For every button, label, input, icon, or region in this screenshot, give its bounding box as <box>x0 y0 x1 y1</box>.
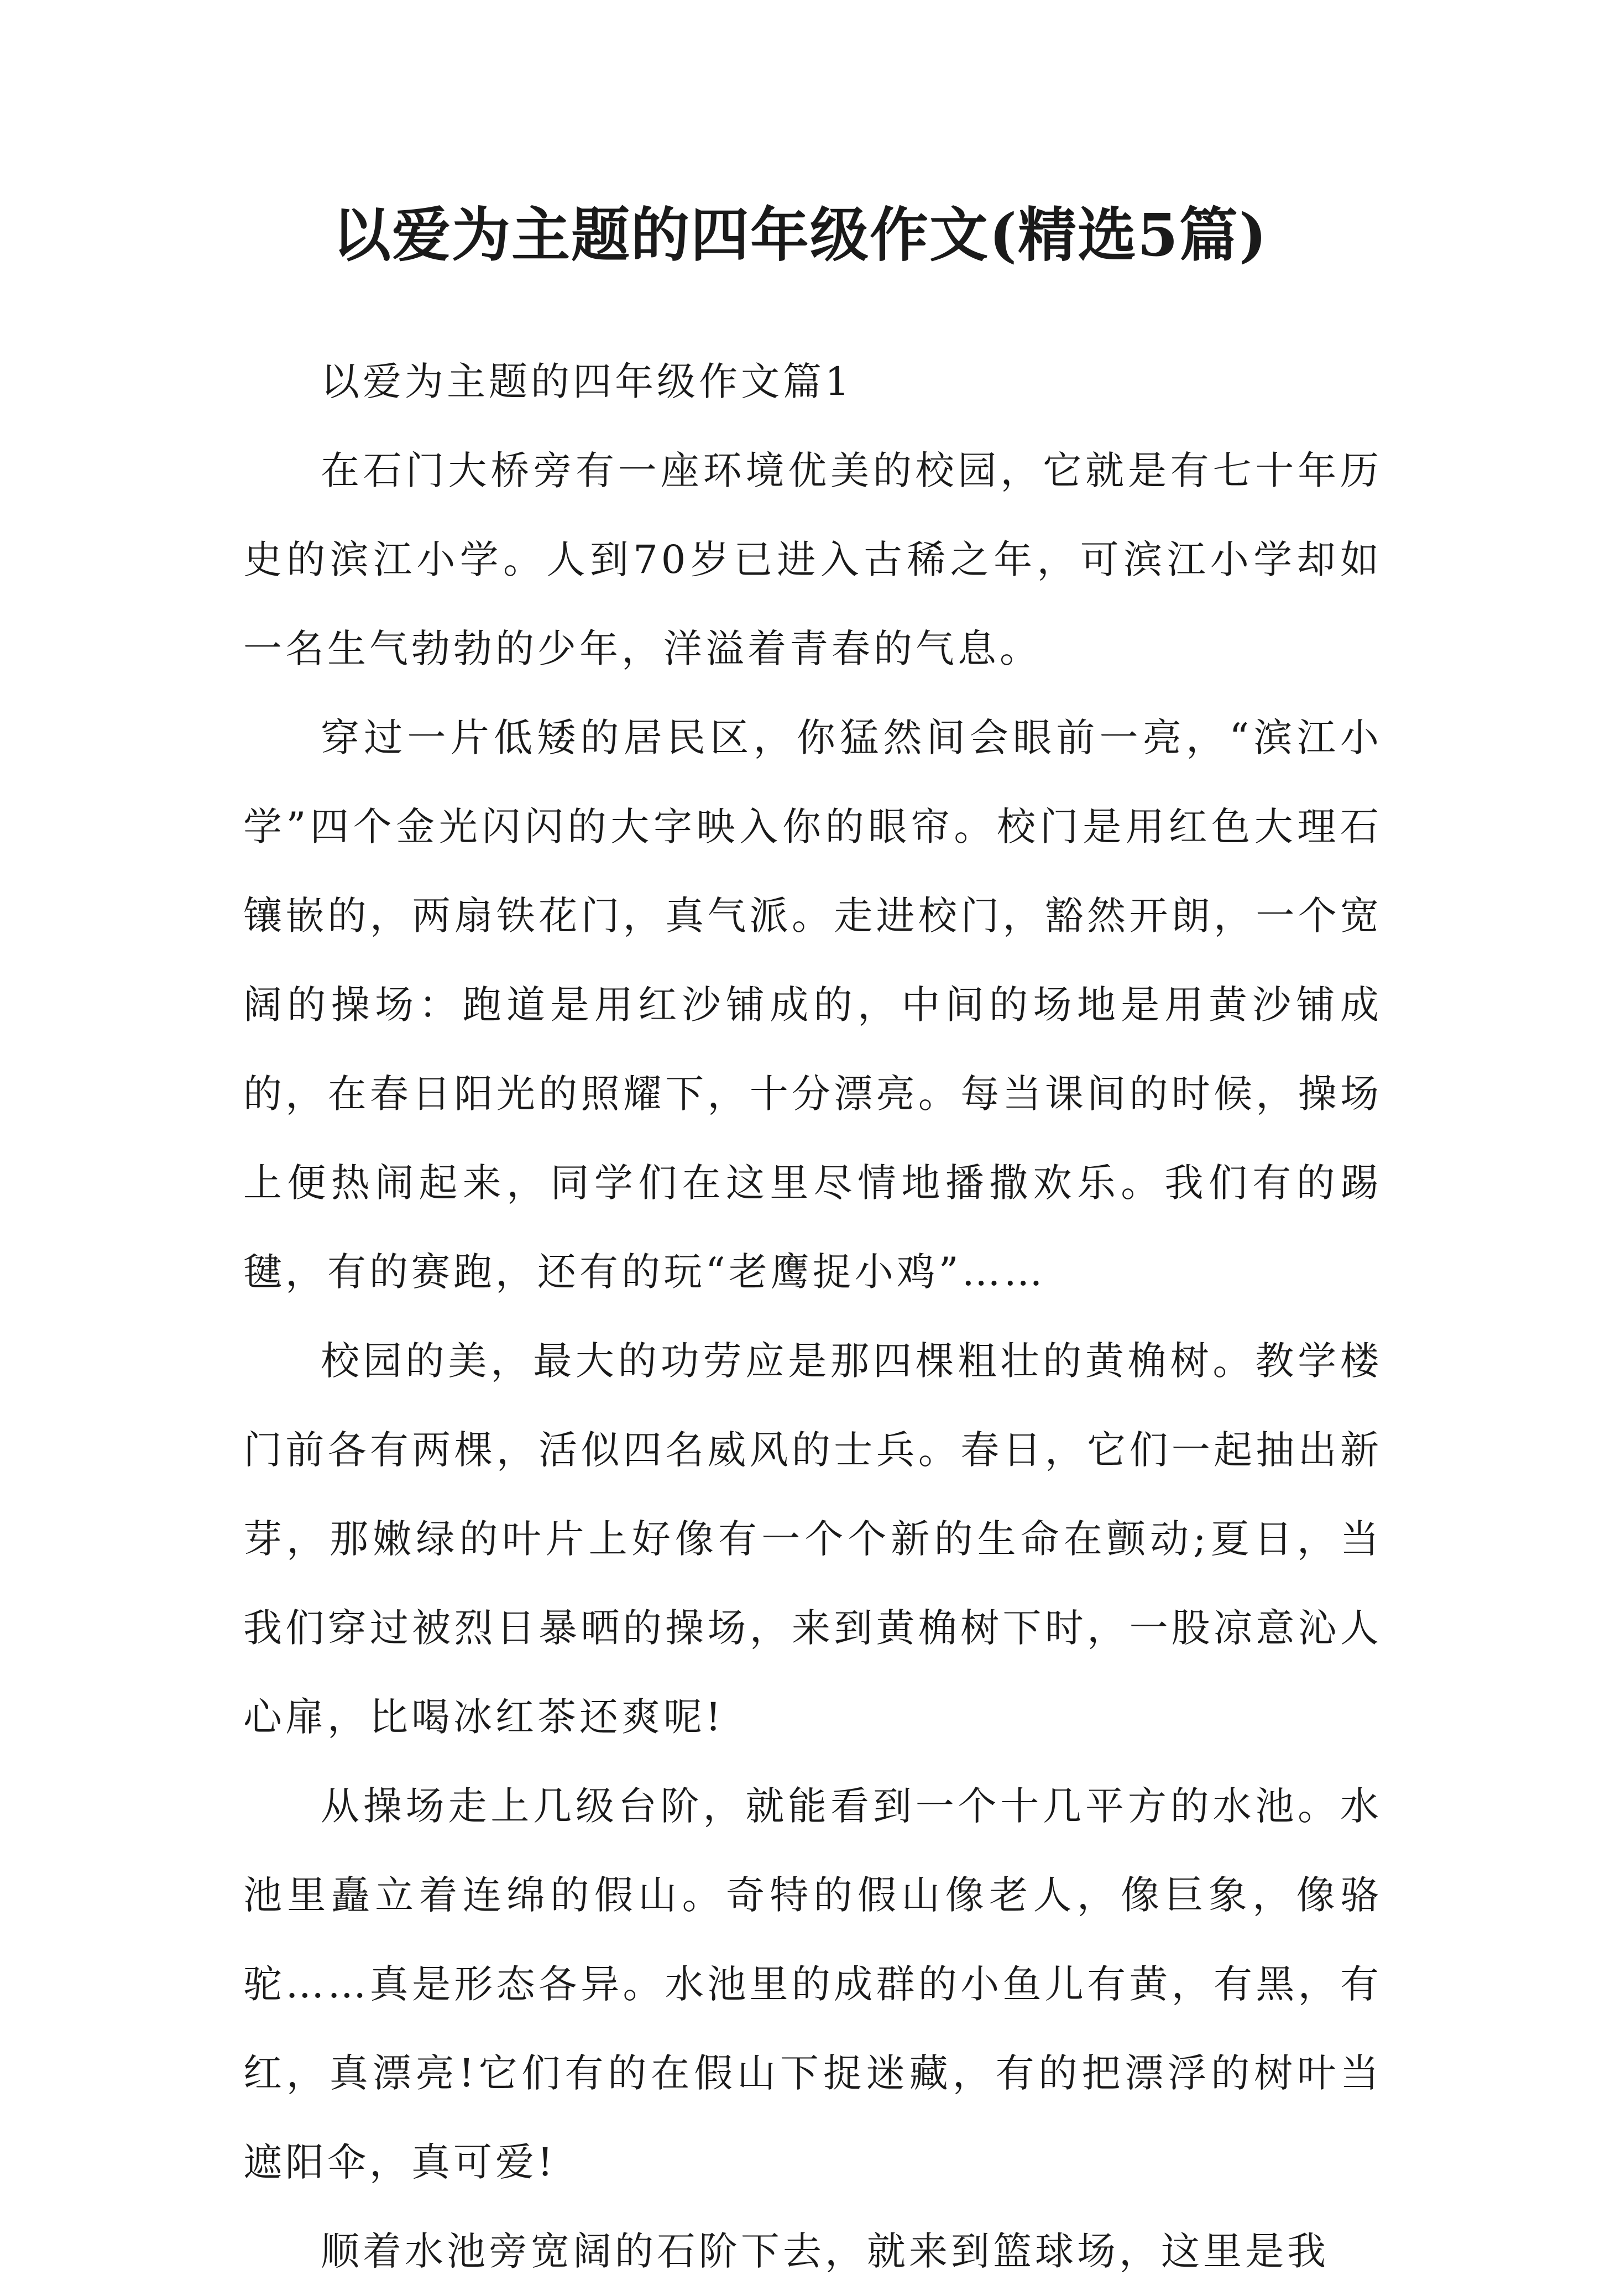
paragraph-3: 校园的美，最大的功劳应是那四棵粗壮的黄桷树。教学楼门前各有两棵，活似四名威风的士兵。春日，它们一起抽出新芽，那嫩绿的叶片上好像有一个个新的生命在颤动;夏日，当我们穿过被烈日暴晒的操场，来到黄桷树下时，一股凉意沁人心扉，比喝冰红茶还爽呢! <box>243 1338 1382 1740</box>
paragraph-1: 在石门大桥旁有一座环境优美的校园，它就是有七十年历史的滨江小学。人到70岁已进入古稀之年，可滨江小学却如一名生气勃勃的少年，洋溢着青春的气息。 <box>243 448 1382 671</box>
document-title: 以爱为主题的四年级作文(精选5篇) <box>332 200 1268 269</box>
document-body <box>243 337 1382 2296</box>
paragraph-5: 顺着水池旁宽阔的石阶下去，就来到篮球场，这里是我 <box>321 2229 1329 2274</box>
paragraph-2: 穿过一片低矮的居民区，你猛然间会眼前一亮，“滨江小学”四个金光闪闪的大字映入你的眼帘。校门是用红色大理石镶嵌的，两扇铁花门，真气派。走进校门，豁然开朗，一个宽阔的操场：跑道是用红沙铺成的，中间的场地是用黄沙铺成的，在春日阳光的照耀下，十分漂亮。每当课间的时候，操场上便热闹起来，同学们在这里尽情地播撒欢乐。我们有的踢毽，有的赛跑，还有的玩“老鹰捉小鸡”…… <box>243 715 1382 1295</box>
section-heading: 以爱为主题的四年级作文篇1 <box>321 359 853 404</box>
paragraph-4: 从操场走上几级台阶，就能看到一个十几平方的水池。水池里矗立着连绵的假山。奇特的假山像老人，像巨象，像骆驼……真是形态各异。水池里的成群的小鱼儿有黄，有黑，有红，真漂亮!它们有的在假山下捉迷藏，有的把漂浮的树叶当遮阳伞，真可爱! <box>243 1783 1382 2185</box>
